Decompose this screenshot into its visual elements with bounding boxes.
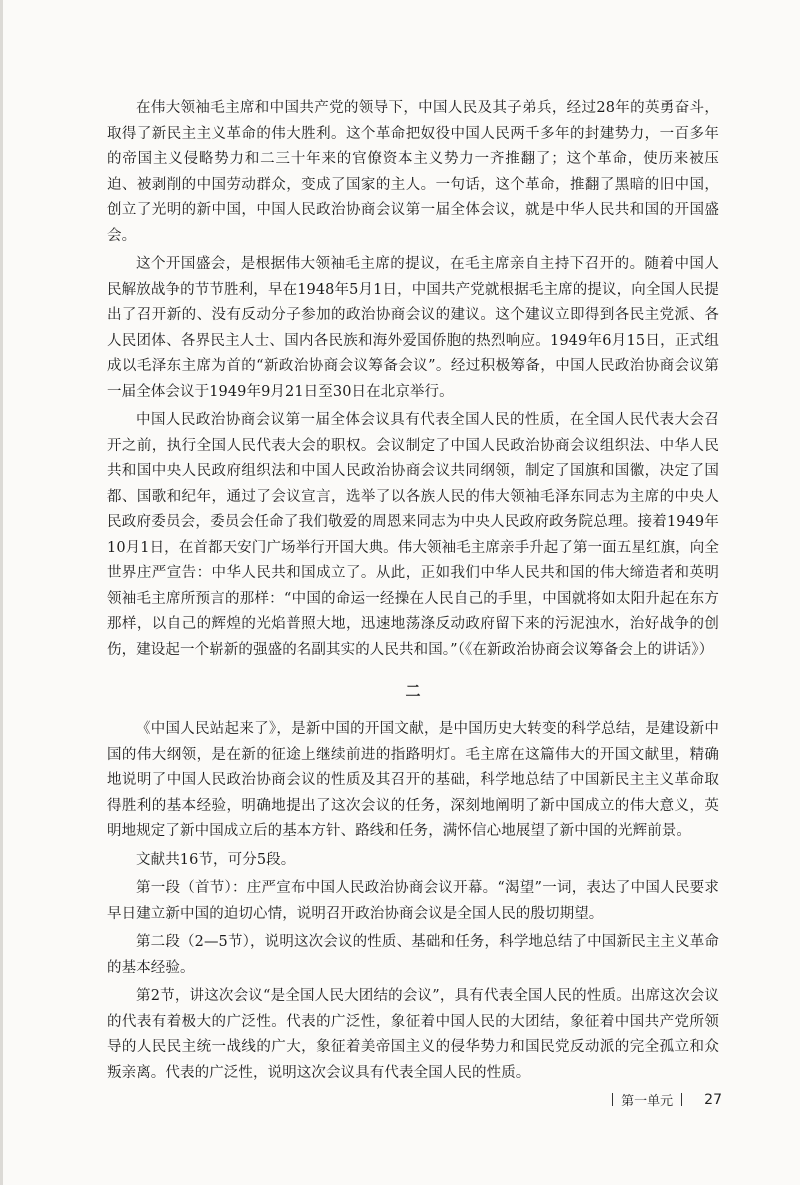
body-text <box>107 96 719 1086</box>
unit-label: 第一单元 <box>621 1094 674 1109</box>
paragraph: 第2节，讲这次会议“是全国人民大团结的会议”，具有代表全国人民的性质。出席这次会议的代表有着极大的广泛性。代表的广泛性，象征着中国人民的大团结，象征着中国共产党所领导的人民民主统一战线的广大，象征着美帝国主义的侵华势力和国民党反动派的完全孤立和众叛亲离。代表的广泛性，说明这次会议具有代表全国人民的性质。 <box>107 988 719 1081</box>
paragraph: 《中国人民站起来了》，是新中国的开国文献，是中国历史大转变的科学总结，是建设新中国的伟大纲领，是在新的征途上继续前进的指路明灯。毛主席在这篇伟大的开国文献里，精确地说明了中国人民政治协商会议的性质及其召开的基础，科学地总结了中国新民主主义革命取得胜利的基本经验，明确地提出了这次会议的任务，深刻地阐明了新中国成立的伟大意义，英明地规定了新中国成立后的基本方针、路线和任务，满怀信心地展望了新中国的光辉前景。 <box>107 721 719 839</box>
paragraph: 文献共16节，可分5段。 <box>136 851 296 868</box>
page-number: 27 <box>704 1091 722 1108</box>
footer-divider <box>612 1093 613 1106</box>
paragraph: 在伟大领袖毛主席和中国共产党的领导下，中国人民及其子弟兵，经过28年的英勇奋斗，取得了新民主主义革命的伟大胜利。这个革命把奴役中国人民两千多年的封建势力，一百多年的帝国主义侵略势力和二三十年来的官僚资本主义势力一齐推翻了；这个革命，使历来被压迫、被剥削的中国劳动群众，变成了国家的主人。一句话，这个革命，推翻了黑暗的旧中国，创立了光明的新中国，中国人民政治协商会议第一届全体会议，就是中华人民共和国的开国盛会。 <box>107 100 719 244</box>
paragraph: 这个开国盛会，是根据伟大领袖毛主席的提议，在毛主席亲自主持下召开的。随着中国人民解放战争的节节胜利，早在1948年5月1日，中国共产党就根据毛主席的提议，向全国人民提出了召开新的、没有反动分子参加的政治协商会议的建议。这个建议立即得到各民主党派、各人民团体、各界民主人士、国内各民族和海外爱国侨胞的热烈响应。1949年6月15日，正式组成以毛泽东主席为首的“新政治协商会议筹备会议”。经过积极筹备，中国人民政治协商会议第一届全体会议于1949年9月21日至30日在北京举行。 <box>107 256 719 400</box>
paragraph: 中国人民政治协商会议第一届全体会议具有代表全国人民的性质，在全国人民代表大会召开之前，执行全国人民代表大会的职权。会议制定了中国人民政治协商会议组织法、中华人民共和国中央人民政府组织法和中国人民政治协商会议共同纲领，制定了国旗和国徽，决定了国都、国歌和纪年，通过了会议宣言，选举了以各族人民的伟大领袖毛泽东同志为主席的中央人民政府委员会，委员会任命了我们敬爱的周恩来同志为中央人民政府政务院总理。接着1949年10月1日，在首都天安门广场举行开国大典。伟大领袖毛主席亲手升起了第一面五星红旗，向全世界庄严宣告：中华人民共和国成立了。从此，正如我们中华人民共和国的伟大缔造者和英明领袖毛主席所预言的那样：“中国的命运一经操在人民自己的手里，中国就将如太阳升起在东方那样，以自己的辉煌的光焰普照大地，迅速地荡涤反动政府留下来的污泥浊水，治好战争的创伤，建设起一个崭新的强盛的名副其实的人民共和国。”（《在新政治协商会议筹备会上的讲话》） <box>107 412 719 658</box>
paragraph: 第二段（2—5节），说明这次会议的性质、基础和任务，科学地总结了中国新民主主义革命的基本经验。 <box>107 934 719 976</box>
page-footer <box>604 1090 722 1109</box>
section-heading: 二 <box>405 682 421 700</box>
paragraph: 第一段（首节）：庄严宣布中国人民政治协商会议开幕。“渴望”一词，表达了中国人民要求早日建立新中国的迫切心情，说明召开政治协商会议是全国人民的殷切期望。 <box>107 880 719 922</box>
page-edge-shadow <box>0 0 3 1185</box>
footer-divider <box>681 1093 682 1106</box>
